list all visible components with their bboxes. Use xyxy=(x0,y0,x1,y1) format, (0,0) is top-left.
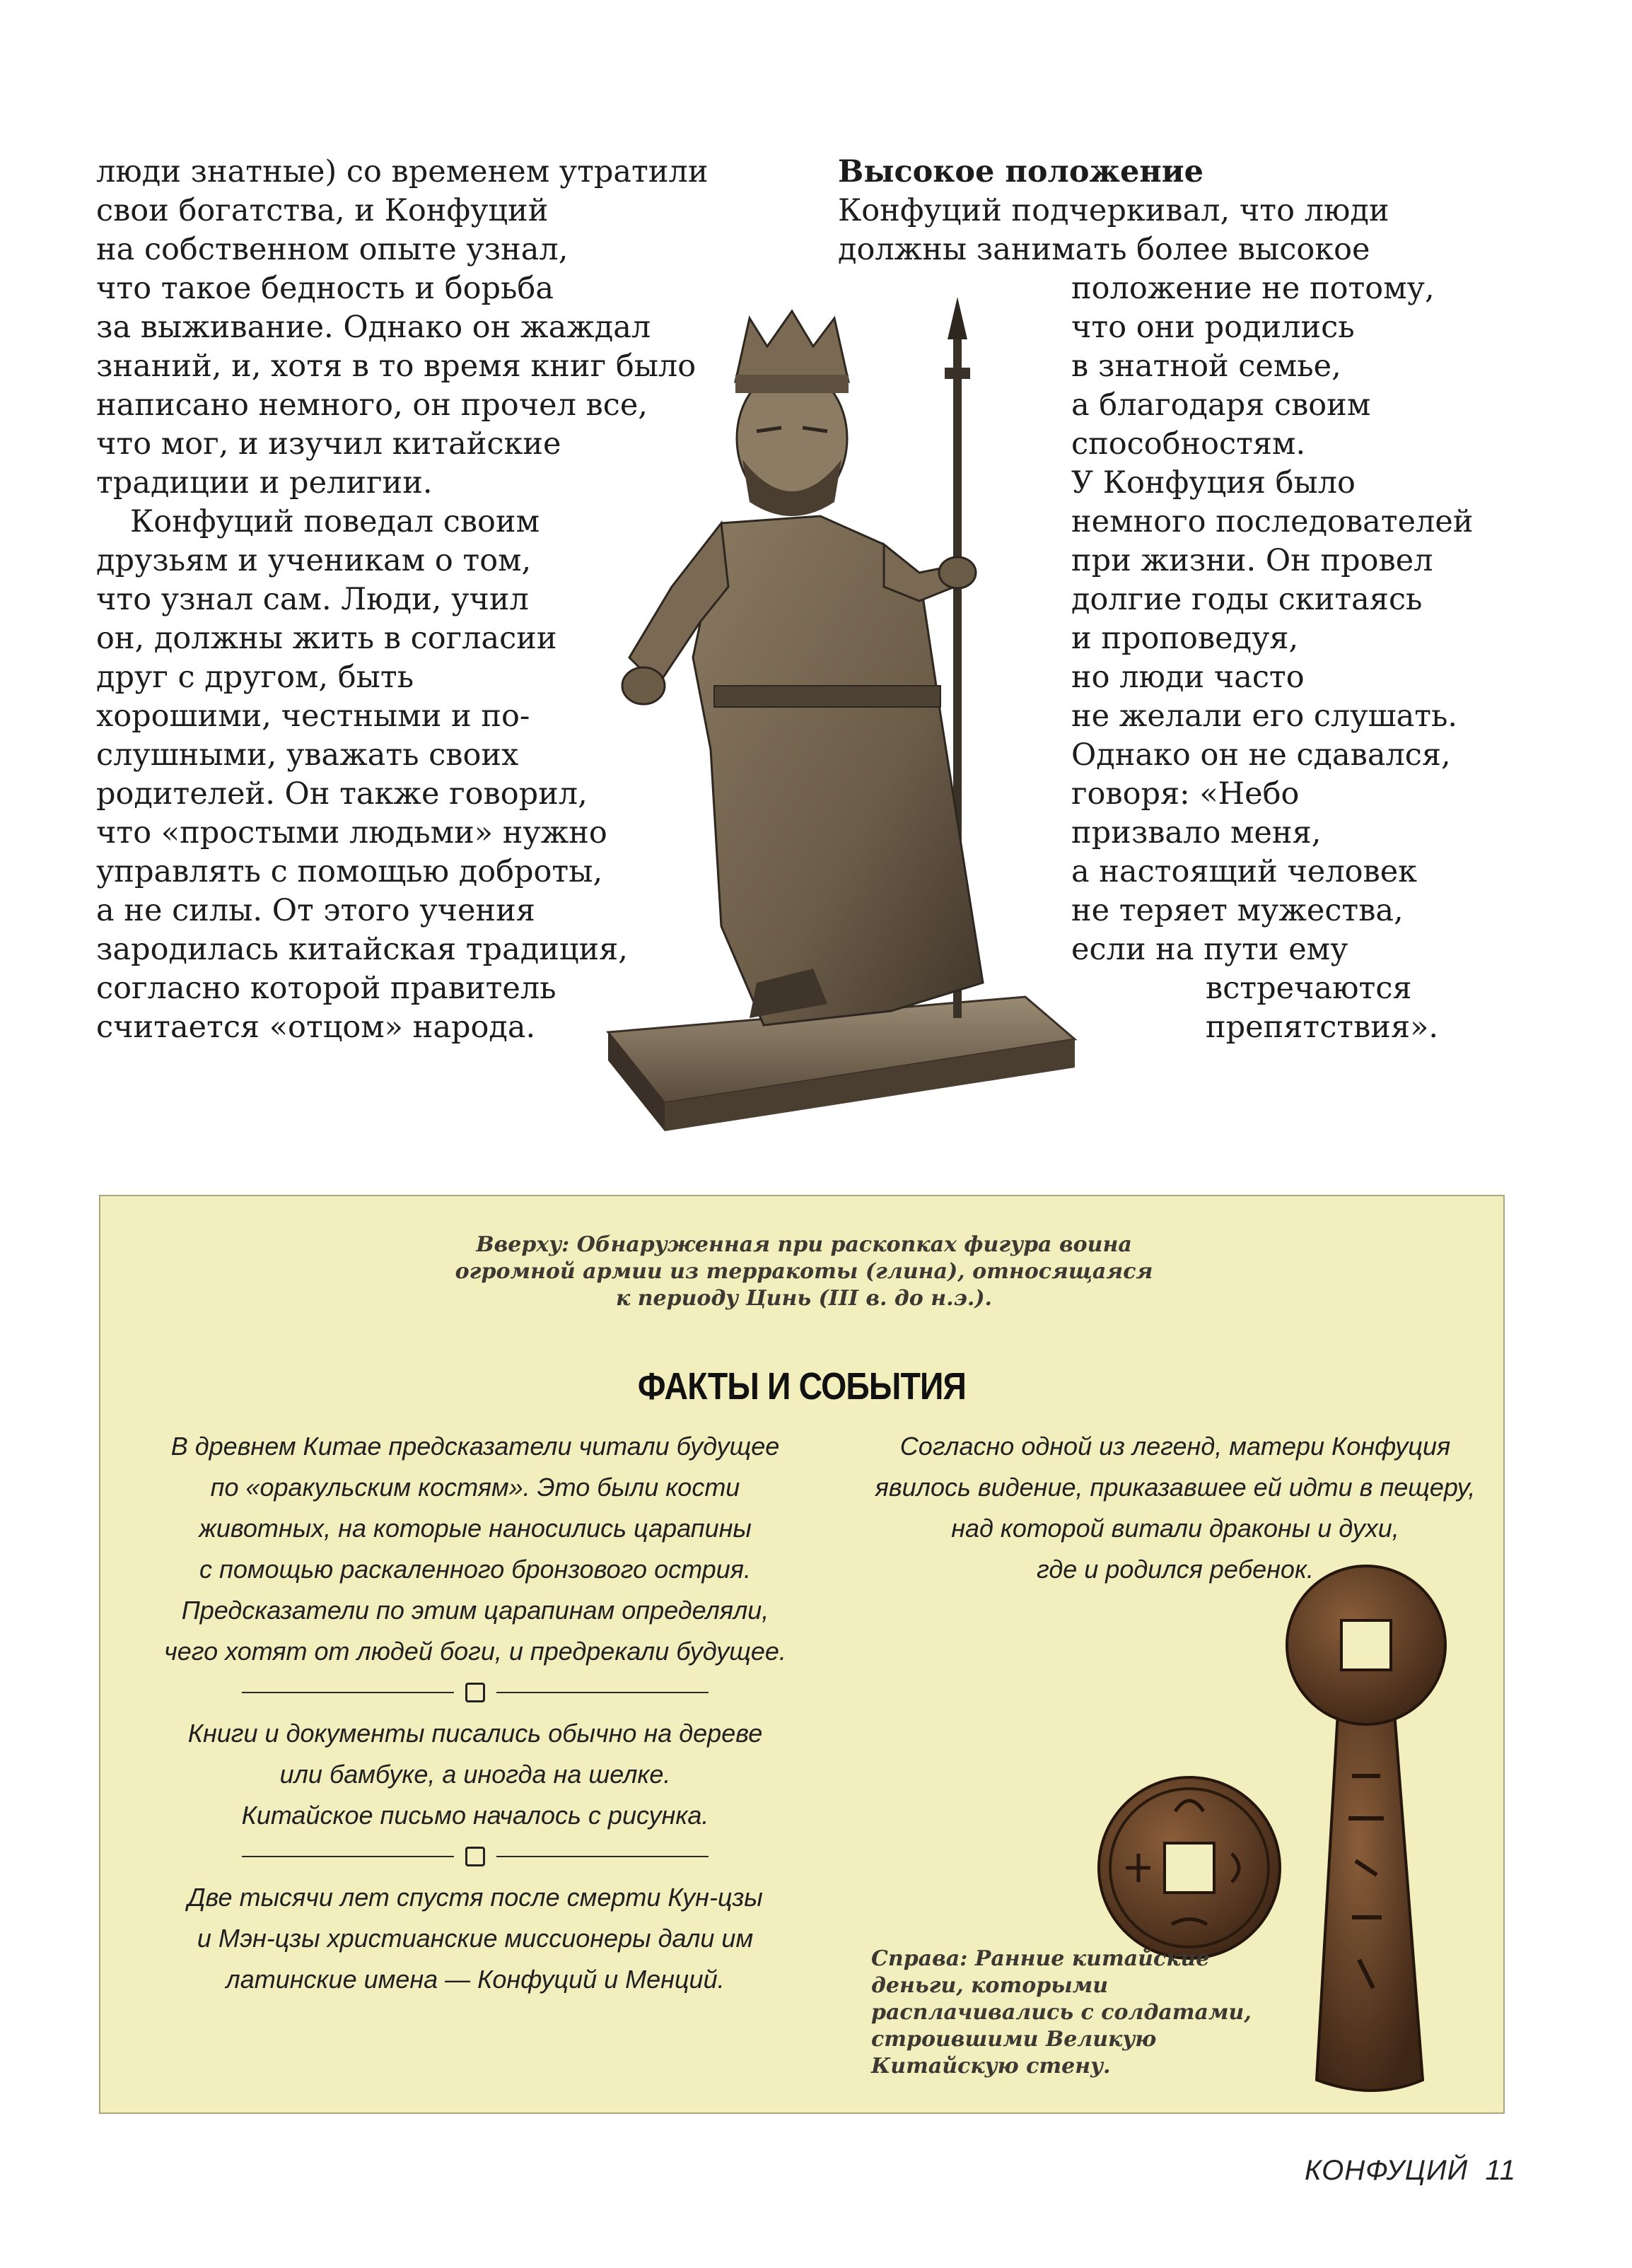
text-line: свои богатства, и Конфуций xyxy=(96,193,549,228)
caption-line: Вверху: Обнаруженная при раскопках фигура воина xyxy=(476,1232,1132,1257)
text-line: если на пути ему xyxy=(1071,932,1348,967)
separator-line xyxy=(242,1856,454,1857)
separator-line xyxy=(496,1856,709,1857)
fact-line: и Мэн-цзы христианские миссионеры дали им xyxy=(197,1924,754,1953)
facts-title: ФАКТЫ И СОБЫТИЯ xyxy=(637,1365,967,1408)
text-line: а не силы. От этого учения xyxy=(96,893,535,928)
square-bullet-icon xyxy=(465,1847,485,1866)
text-line: хорошими, честными и по- xyxy=(96,698,530,734)
text-line: и проповедуя, xyxy=(1071,621,1299,656)
text-line: что они родились xyxy=(1071,310,1355,345)
fact-line: Книги и документы писались обычно на дереве xyxy=(187,1719,763,1748)
text-line: традиции и религии. xyxy=(96,465,433,501)
coins-caption xyxy=(871,1946,1267,2080)
fact-separator xyxy=(115,1836,836,1877)
text-line: люди знатные) со временем утратили xyxy=(96,154,709,189)
fact-writing xyxy=(115,1713,836,1836)
text-line: Однако он не сдавался, xyxy=(1071,737,1451,773)
fact-line: Предсказатели по этим царапинам определяли, xyxy=(181,1596,769,1625)
fact-latin-names xyxy=(115,1877,836,2000)
facts-box xyxy=(99,1195,1505,2114)
text-line: Конфуций поведал своим xyxy=(130,504,540,539)
text-line: У Конфуция было xyxy=(1071,465,1356,501)
text-line: что такое бедность и борьба xyxy=(96,271,554,306)
text-line: что мог, и изучил китайские xyxy=(96,426,561,462)
text-line: друзьям и ученикам о том, xyxy=(96,543,532,578)
fact-line: или бамбуке, а иногда на шелке. xyxy=(279,1760,671,1789)
page-footer xyxy=(1305,2155,1516,2187)
text-line: родителей. Он также говорил, xyxy=(96,776,588,812)
running-title: КОНФУЦИЙ xyxy=(1305,2155,1469,2186)
text-line: а благодаря своим xyxy=(1071,387,1371,423)
text-line: говоря: «Небо xyxy=(1071,776,1300,812)
right-text-column xyxy=(838,153,1517,1047)
caption-line: к периоду Цинь (III в. до н.э.). xyxy=(616,1286,992,1311)
caption-line: расплачивались с солдатами, xyxy=(871,2000,1252,2025)
text-line: управлять с помощью доброты, xyxy=(96,854,603,889)
text-line: должны занимать более высокое xyxy=(838,232,1370,267)
text-line: считается «отцом» народа. xyxy=(96,1010,536,1045)
text-line: немного последователей xyxy=(1071,504,1474,539)
square-bullet-icon xyxy=(465,1683,485,1702)
text-line: долгие годы скитаясь xyxy=(1071,582,1423,617)
fact-line: Китайское письмо началось с рисунка. xyxy=(241,1801,709,1830)
text-line: а настоящий человек xyxy=(1071,854,1418,889)
fact-line: Две тысячи лет спустя после смерти Кун-цзы xyxy=(187,1883,763,1912)
fact-line: латинские имена — Конфуций и Менций. xyxy=(226,1965,725,1994)
fact-line: явилось видение, приказавшее ей идти в пещеру, xyxy=(875,1473,1476,1502)
text-line: слушными, уважать своих xyxy=(96,737,519,773)
text-line: на собственном опыте узнал, xyxy=(96,232,569,267)
caption-line: Справа: Ранние китайские xyxy=(871,1946,1210,1971)
text-line: способностям. xyxy=(1071,426,1306,462)
text-line: знаний, и, хотя в то время книг было xyxy=(96,349,696,384)
fact-line: по «оракульским костям». Это были кости xyxy=(210,1473,740,1502)
text-line: положение не потому, xyxy=(1071,271,1435,306)
caption-line: огромной армии из терракоты (глина), относящаяся xyxy=(455,1259,1153,1284)
text-line: он, должны жить в согласии xyxy=(96,621,557,656)
fact-line: с помощью раскаленного бронзового острия. xyxy=(199,1555,751,1584)
caption-line: деньги, которыми xyxy=(871,1973,1109,1998)
fact-line: В древнем Китае предсказатели читали будущее xyxy=(170,1432,780,1461)
text-line: не желали его слушать. xyxy=(1071,698,1458,734)
text-line: что «простыми людьми» нужно xyxy=(96,815,607,850)
statue-caption xyxy=(412,1232,1196,1312)
text-line: встречаются xyxy=(1206,971,1412,1006)
text-line: не теряет мужества, xyxy=(1071,893,1404,928)
fact-line: где и родился ребенок. xyxy=(1037,1555,1314,1584)
text-line: при жизни. Он провел xyxy=(1071,543,1433,578)
text-line: в знатной семье, xyxy=(1071,349,1341,384)
caption-line: Китайскую стену. xyxy=(871,2054,1111,2079)
text-line: призвало меня, xyxy=(1071,815,1322,850)
fact-line: Согласно одной из легенд, матери Конфуция xyxy=(899,1432,1451,1461)
text-line: согласно которой правитель xyxy=(96,971,556,1006)
text-line: зародилась китайская традиция, xyxy=(96,932,628,967)
text-line: что узнал сам. Люди, учил xyxy=(96,582,529,617)
text-line: за выживание. Однако он жаждал xyxy=(96,310,651,345)
facts-left-column xyxy=(115,1426,836,2000)
text-line: написано немного, он прочел все, xyxy=(96,387,648,423)
fact-line: животных, на которые наносились царапины xyxy=(199,1514,752,1543)
separator-line xyxy=(496,1692,709,1693)
fact-separator xyxy=(115,1672,836,1713)
text-line: Конфуций подчеркивал, что люди xyxy=(838,193,1389,228)
separator-line xyxy=(242,1692,454,1693)
section-heading: Высокое положение xyxy=(838,154,1204,189)
page-number: 11 xyxy=(1485,2155,1517,2186)
text-line: но люди часто xyxy=(1071,660,1305,695)
fact-line: над которой витали драконы и духи, xyxy=(951,1514,1399,1543)
fact-line: чего хотят от людей боги, и предрекали будущее. xyxy=(164,1637,786,1666)
text-line: друг с другом, быть xyxy=(96,660,414,695)
text-line: препятствия». xyxy=(1206,1010,1439,1045)
caption-line: строившими Великую xyxy=(871,2027,1157,2052)
fact-oracle-bones xyxy=(115,1426,836,1672)
